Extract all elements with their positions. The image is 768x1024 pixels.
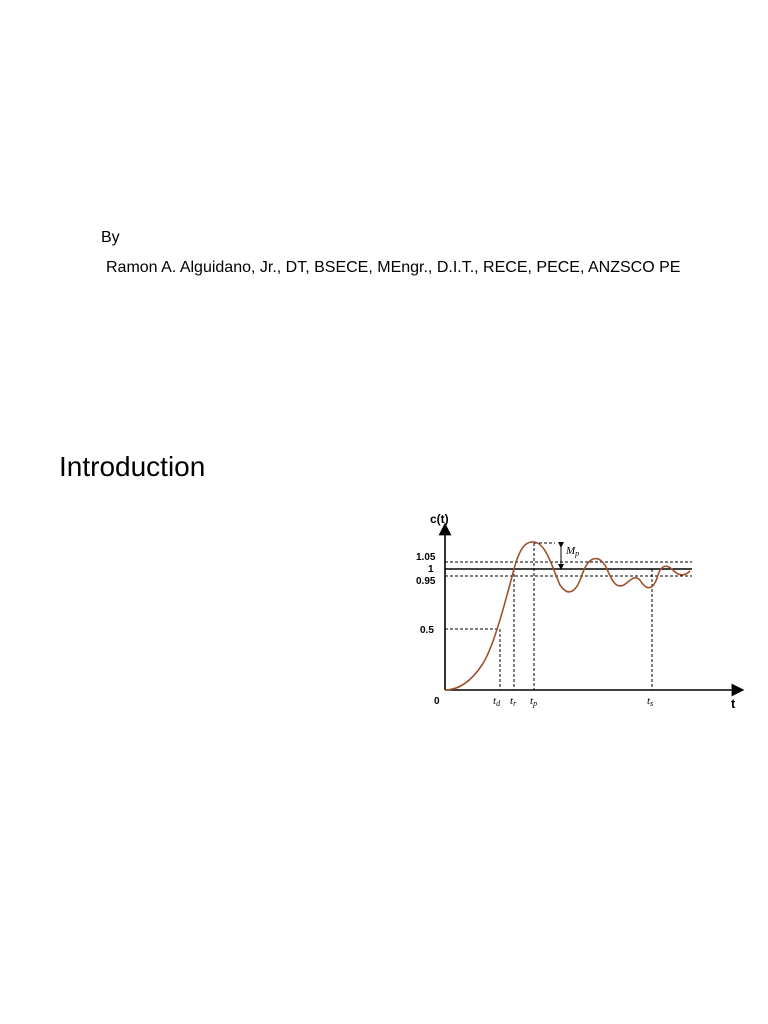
mp-label: Mp	[566, 545, 580, 558]
tick-1: 1	[428, 564, 434, 575]
tp-label: tp	[530, 695, 538, 708]
step-response-figure	[410, 505, 750, 715]
origin-label: 0	[434, 696, 440, 707]
tick-1-05: 1.05	[416, 552, 436, 563]
tick-0-95: 0.95	[416, 576, 436, 587]
byline-by: By	[101, 229, 120, 246]
tick-0-5: 0.5	[420, 625, 434, 636]
tr-label: tr	[510, 695, 517, 708]
y-axis-label: c(t)	[430, 512, 449, 526]
step-response-svg	[410, 505, 750, 715]
section-title: Introduction	[59, 451, 206, 482]
response-curve	[445, 542, 690, 690]
author-credentials: Ramon A. Alguidano, Jr., DT, BSECE, MEngr., D.I.T., RECE, PECE, ANZSCO PE	[106, 259, 681, 276]
ts-label: ts	[647, 695, 654, 708]
x-axis-label: t	[731, 696, 736, 711]
td-label: td	[493, 695, 501, 708]
